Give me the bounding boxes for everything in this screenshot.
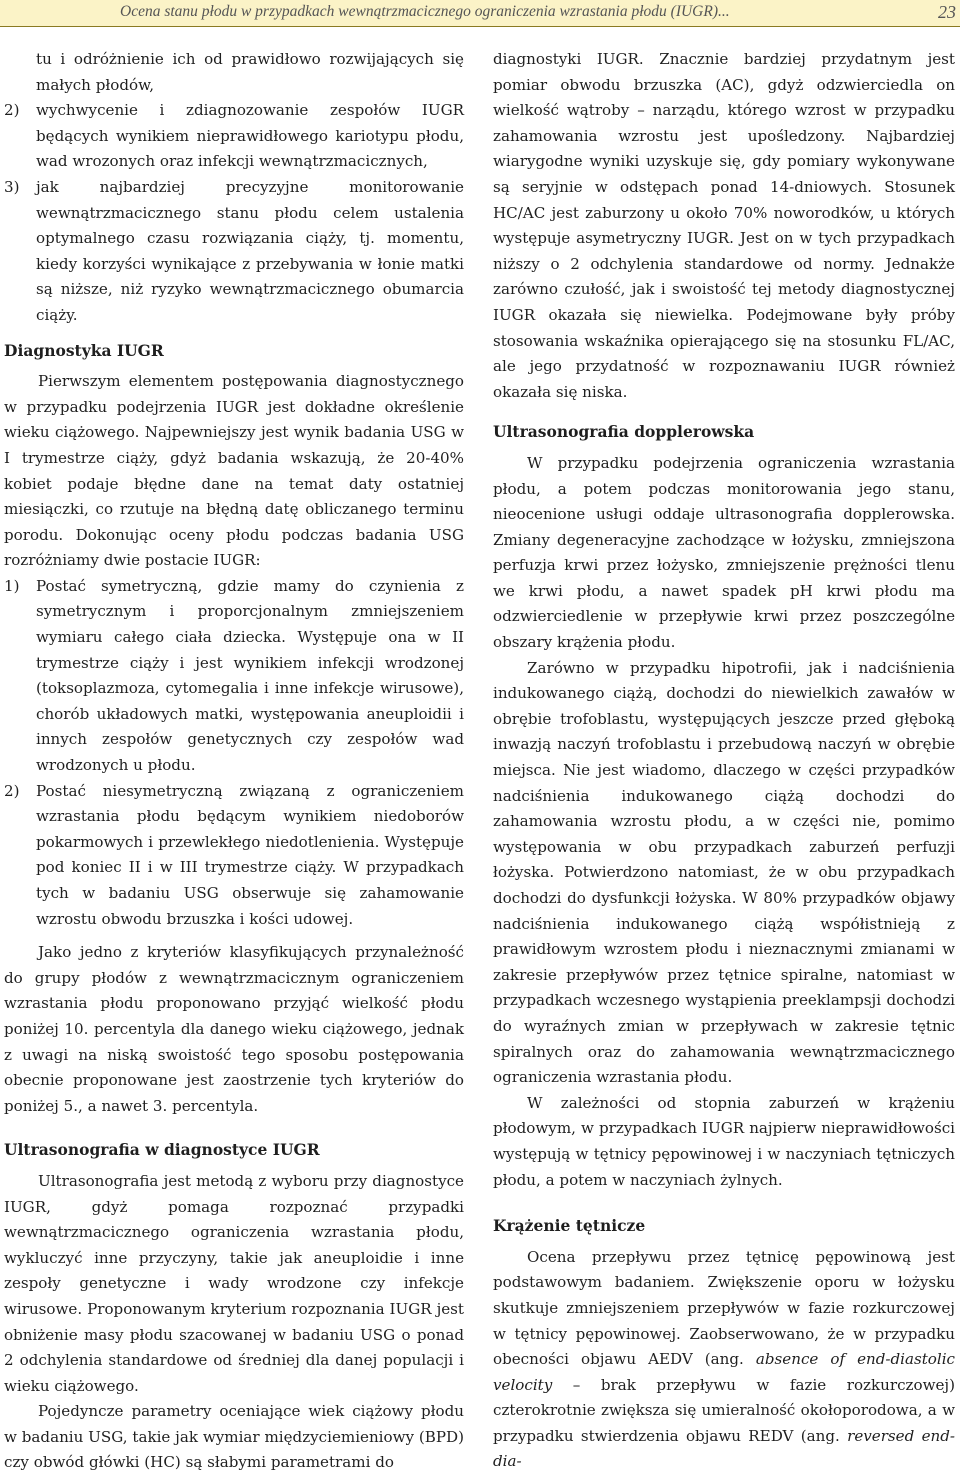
running-title: Ocena stanu płodu w przypadkach wewnątrzmacicznego ograniczenia wzrastania płodu (IUGR)... xyxy=(120,3,730,20)
forms-list xyxy=(4,574,464,932)
text-run: Ocena przepływu przez tętnicę pępowinową jest podstawowym badaniem. Zwiększenie oporu w łożysku skutkuje zmniejszeniem przepływów w fazie rozkurczowej w tętnicy pępowinowej. Zaobserwowano, że w przypadku obecności objawu AEDV (ang. xyxy=(493,1247,955,1369)
paragraph: diagnostyki IUGR. Znacznie bardziej przydatnym jest pomiar obwodu brzuszka (AC), gdyż odzwierciedla on wielkość wątroby – narządu, którego wzrost w przypadku zahamowania wzrostu jest upośledzony. Najbardziej wiarygodne wyniki uzyskuje się, gdy pomiary wykonywane są seryjnie w odstępach ponad 14-dniowych. Stosunek HC/AC jest zaburzony u około 70% noworodków, u których występuje asymetryczny IUGR. Jest on w tych przypadkach niższy o 2 odchylenia standardowe od normy. Jednakże zarówno czułość, jak i swoistość tej metody diagnostycznej IUGR okazała się niewielka. Podejmowane były próby stosowania wskaźnika opierającego się na stosunku FL/AC, ale jego przydatność w rozpoznawaniu IUGR również okazała się niska. xyxy=(493,50,955,401)
section-heading-ultrasonografia: Ultrasonografia w diagnostyce IUGR xyxy=(4,1140,320,1160)
list-item xyxy=(4,175,464,329)
page-number: 23 xyxy=(938,2,956,22)
italic-term: reversed end-dia- xyxy=(493,1426,955,1471)
list-number: 2) xyxy=(4,101,20,120)
list-item xyxy=(4,98,464,175)
paragraph: Jako jedno z kryteriów klasyfikujących przynależność do grupy płodów z wewnątrzmacicznym ograniczeniem wzrastania płodu proponowano przyjąć wielkość płodu poniżej 10. percentyla dla danego wieku ciążowego, jednak z uwagi na niską swoistość tego sposobu postępowania obecnie proponowane jest zaostrzenie tych kryteriów do poniżej 5., a nawet 3. percentyla. xyxy=(4,943,464,1115)
list-number: 3) xyxy=(4,177,20,196)
list-text: Postać symetryczną, gdzie mamy do czynienia z symetrycznym i proporcjonalnym zmniejszeniem wymiaru całego ciała dziecka. Występuje ona w II trymestrze ciąży i jest wynikiem infekcji wrodzonej (toksoplazmoza, cytomegalia i inne infekcje wirusowe), chorób układowych matki, występowania aneuploidii i innych zespołów genetycznych czy zespołów wad wrodzonych u płodu. xyxy=(36,576,464,775)
paragraph: Ultrasonografia jest metodą z wyboru przy diagnostyce IUGR, gdyż pomaga rozpoznać przypadki wewnątrzmacicznego ograniczenia wzrastania płodu, wykluczyć inne przyczyny, takie jak aneuploidie i inne zespoły genetyczne i wady wrodzone czy infekcje wirusowe. Proponowanym kryterium rozpoznania IUGR jest obniżenie masy płodu szacowanej w badaniu USG o ponad 2 odchylenia standardowe od średniej dla danej populacji i wieku ciążowego. xyxy=(4,1171,464,1395)
list-item xyxy=(4,779,464,933)
left-column xyxy=(4,47,464,1476)
list-number: 2) xyxy=(4,781,20,800)
section-heading-doppler: Ultrasonografia dopplerowska xyxy=(493,422,755,442)
paragraph: tu i odróżnienie ich od prawidłowo rozwijających się małych płodów, xyxy=(36,50,464,94)
paragraph: W przypadku podejrzenia ograniczenia wzrastania płodu, a potem podczas monitorowania jego stanu, nieocenione usługi oddaje ultrasonografia dopplerowska. Zmiany degeneracyjne zachodzące w łożysku, zmniejszona perfuzja krwi przez łożysko, zmniejszenie prężności tlenu we krwi płodu, a nawet spadek pH krwi płodu ma odzwierciedlenie w przepływie krwi przez poszczególne obszary krążenia płodu. xyxy=(493,453,955,652)
running-header xyxy=(0,0,960,27)
text-run: – brak przepływu w fazie rozkurczowej) czterokrotnie zwiększa się umieralność okołoporodowa, a w przypadku stwierdzenia objawu REDV (ang. xyxy=(493,1375,955,1445)
list-item xyxy=(4,574,464,779)
paragraph: W zależności od stopnia zaburzeń w krążeniu płodowym, w przypadkach IUGR najpierw nieprawidłowości występują w tętnicy pępowinowej i w naczyniach tętniczych płodu, a potem w naczyniach żylnych. xyxy=(493,1093,955,1189)
goals-list xyxy=(4,98,464,328)
list-text: wychwycenie i zdiagnozowanie zespołów IUGR będących wynikiem nieprawidłowego kariotypu płodu, wad wrozonych oraz infekcji wewnątrzmacicznych, xyxy=(36,101,464,171)
section-heading-krazenie: Krążenie tętnicze xyxy=(493,1216,646,1236)
paragraph: Pierwszym elementem postępowania diagnostycznego w przypadku podejrzenia IUGR jest dokładne określenie wieku ciążowego. Najpewniejszy jest wynik badania USG w I trymestrze ciąży, gdyż badania wskazują, że 20-40% kobiet podaje błędne dane na temat daty ostatniej miesiączki, co rzutuje na błędną datę obliczanego terminu porodu. Dokonując oceny płodu podczas badania USG rozróżniamy dwie postacie IUGR: xyxy=(4,372,464,570)
paragraph xyxy=(493,1245,955,1475)
paragraph: Pojedyncze parametry oceniające wiek ciążowy płodu w badaniu USG, takie jak wymiar międzyciemieniowy (BPD) czy obwód główki (HC) są słabymi parametrami do xyxy=(4,1402,464,1472)
list-text: Postać niesymetryczną związaną z ograniczeniem wzrastania płodu będącym wynikiem niedoborów pokarmowych i przewlekłego niedotlenienia. Występuje pod koniec II i w III trymestrze ciąży. W przypadkach tych w badaniu USG obserwuje się zahamowanie wzrostu obwodu brzuszka i kości udowej. xyxy=(36,781,464,928)
section-heading-diagnostyka: Diagnostyka IUGR xyxy=(4,340,164,360)
right-column xyxy=(493,47,955,1475)
italic-term: absence of end-diastolic velocity xyxy=(493,1350,955,1394)
list-text: jak najbardziej precyzyjne monitorowanie wewnątrzmacicznego stanu płodu celem ustalenia optymalnego czasu rozwiązania ciąży, tj. momentu, kiedy korzyści wynikające z przebywania w łonie matki są niższe, niż ryzyko wewnątrzmacicznego obumarcia ciąży. xyxy=(36,177,464,324)
list-number: 1) xyxy=(4,576,20,595)
paragraph: Zarówno w przypadku hipotrofii, jak i nadciśnienia indukowanego ciążą, dochodzi do niewielkich zawałów w obrębie trofoblastu, występujących jeszcze przed głęboką inwazją naczyń trofoblastu i przebudową naczyń w obrębie miejsca. Nie jest wiadomo, dlaczego w części przypadków nadciśnienia indukowanego ciążą dochodzi do zahamowania wzrostu płodu, a w części nie, pomimo występowania w obu przypadkach zaburzeń perfuzji łożyska. Potwierdzono natomiast, że w obu przypadkach dochodzi do dysfunkcji łożyska. W 80% przypadków objawy nadciśnienia indukowanego ciążą współistnieją z prawidłowym wzrostem płodu i nieznacznymi zmianami w zakresie przepływów przez tętnice spiralne, natomiast w przypadkach wczesnego wystąpienia preeklampsji dochodzi do wyraźnych zmian w przepływach w zakresie tętnic spiralnych oraz do zahamowania wewnątrzmacicznego ograniczenia wzrastania płodu. xyxy=(493,658,955,1087)
